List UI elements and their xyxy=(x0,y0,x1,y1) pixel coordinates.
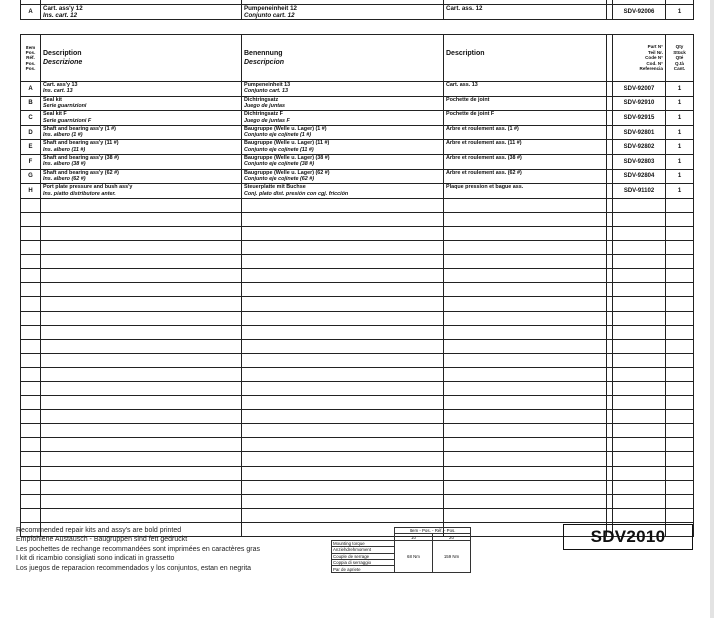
empty-cell xyxy=(41,424,242,438)
desc-fr: Arbre et roulement ass. (38 #) xyxy=(446,154,522,161)
empty-cell xyxy=(242,311,444,325)
empty-row xyxy=(21,283,694,297)
desc-es: Conjunto cart. 12 xyxy=(244,12,295,19)
empty-cell xyxy=(21,508,41,522)
empty-cell xyxy=(242,480,444,494)
note-de: Empfohlene Austausch - Baugruppen sind fett gedruckt xyxy=(16,536,188,544)
qty: 1 xyxy=(666,5,694,20)
empty-row xyxy=(21,353,694,367)
empty-cell xyxy=(613,297,666,311)
empty-cell xyxy=(242,226,444,240)
empty-cell xyxy=(242,508,444,522)
empty-cell xyxy=(666,508,694,522)
empty-cell xyxy=(41,311,242,325)
empty-cell xyxy=(444,480,607,494)
table-row xyxy=(21,125,694,140)
empty-cell xyxy=(21,269,41,283)
empty-row xyxy=(21,255,694,269)
desc-en: Shaft and bearing ass'y (1 #) xyxy=(43,125,116,132)
desc-en: Cart. ass'y 13 xyxy=(43,82,78,88)
part-code: SDV-92804 xyxy=(613,169,666,184)
empty-cell xyxy=(613,353,666,367)
empty-cell xyxy=(613,226,666,240)
empty-cell xyxy=(242,452,444,466)
table-row xyxy=(21,154,694,169)
empty-cell xyxy=(41,438,242,452)
empty-row xyxy=(21,452,694,466)
empty-cell xyxy=(242,367,444,381)
empty-cell xyxy=(41,325,242,339)
empty-cell xyxy=(613,438,666,452)
desc-de: Dichtringsatz xyxy=(244,96,279,103)
empty-cell xyxy=(666,325,694,339)
empty-cell xyxy=(444,283,607,297)
empty-cell xyxy=(666,381,694,395)
part-code: SDV-92007 xyxy=(613,82,666,97)
empty-cell xyxy=(444,381,607,395)
empty-cell xyxy=(21,255,41,269)
top-row xyxy=(21,5,694,20)
empty-cell xyxy=(613,410,666,424)
empty-row xyxy=(21,325,694,339)
part-code: SDV-92802 xyxy=(613,140,666,155)
desc-it: Ins. albero (38 #) xyxy=(43,161,86,168)
torque-label: Par de apriete xyxy=(332,566,395,572)
empty-cell xyxy=(41,241,242,255)
empty-row xyxy=(21,367,694,381)
header-item: Item Pos. Réf. Pos. Pos. xyxy=(21,35,41,82)
empty-cell xyxy=(21,241,41,255)
empty-cell xyxy=(21,212,41,226)
empty-cell xyxy=(242,212,444,226)
empty-cell xyxy=(444,325,607,339)
desc-fr: Cart. ass. 13 xyxy=(446,82,478,88)
desc-de: Baugruppe (Welle u. Lager) (11 #) xyxy=(244,140,330,147)
empty-cell xyxy=(242,396,444,410)
desc-it: Serie guarnizioni F xyxy=(43,117,92,124)
empty-cell xyxy=(444,198,607,212)
desc-fr: Arbre et roulement ass. (11 #) xyxy=(446,140,522,147)
desc-it: Ins. cart. 12 xyxy=(43,12,78,19)
desc-it: Ins. albero (62 #) xyxy=(43,175,86,182)
empty-cell xyxy=(613,255,666,269)
qty: 1 xyxy=(666,140,694,155)
empty-row xyxy=(21,480,694,494)
item-letter: G xyxy=(21,169,41,184)
empty-cell xyxy=(613,508,666,522)
part-code: SDV-92910 xyxy=(613,96,666,111)
empty-cell xyxy=(242,325,444,339)
part-code: SDV-92803 xyxy=(613,154,666,169)
empty-cell xyxy=(613,241,666,255)
empty-row xyxy=(21,339,694,353)
empty-cell xyxy=(41,452,242,466)
empty-cell xyxy=(444,396,607,410)
empty-cell xyxy=(41,396,242,410)
empty-cell xyxy=(666,367,694,381)
empty-cell xyxy=(666,226,694,240)
empty-cell xyxy=(613,381,666,395)
torque-label: Mounting torque xyxy=(332,540,395,546)
desc-en: Shaft and bearing ass'y (11 #) xyxy=(43,140,119,147)
empty-cell xyxy=(242,297,444,311)
empty-cell xyxy=(21,494,41,508)
empty-cell xyxy=(41,198,242,212)
empty-cell xyxy=(444,452,607,466)
desc-de: Baugruppe (Welle u. Lager) (38 #) xyxy=(244,154,330,161)
qty: 1 xyxy=(666,111,694,126)
empty-cell xyxy=(242,241,444,255)
part-code: SDV-92006 xyxy=(613,5,666,20)
empty-cell xyxy=(613,283,666,297)
header-description-fr: Description xyxy=(444,35,607,82)
empty-cell xyxy=(41,466,242,480)
empty-cell xyxy=(613,367,666,381)
empty-cell xyxy=(41,226,242,240)
empty-cell xyxy=(444,466,607,480)
item-letter: C xyxy=(21,111,41,126)
empty-cell xyxy=(666,311,694,325)
empty-cell xyxy=(21,466,41,480)
empty-cell xyxy=(21,410,41,424)
empty-cell xyxy=(242,283,444,297)
empty-row xyxy=(21,311,694,325)
empty-cell xyxy=(242,255,444,269)
note-it: I kit di ricambio consigliati sono indicati in grassetto xyxy=(16,555,175,563)
model-number: SDV2010 xyxy=(590,527,666,546)
qty: 1 xyxy=(666,169,694,184)
empty-cell xyxy=(666,339,694,353)
desc-en: Seal kit xyxy=(43,96,62,103)
empty-cell xyxy=(242,466,444,480)
empty-cell xyxy=(444,269,607,283)
item-letter: F xyxy=(21,154,41,169)
empty-cell xyxy=(444,438,607,452)
table-header xyxy=(21,35,694,82)
parts-table xyxy=(20,34,694,537)
empty-cell xyxy=(41,508,242,522)
desc-fr: Arbre et roulement ass. (1 #) xyxy=(446,125,519,132)
empty-cell xyxy=(21,283,41,297)
note-es: Los juegos de reparacion recommendados y los conjuntos, estan en negrita xyxy=(16,564,252,572)
empty-cell xyxy=(666,255,694,269)
empty-cell xyxy=(41,339,242,353)
empty-cell xyxy=(21,353,41,367)
torque-label: Anziehdrehmoment xyxy=(332,547,395,553)
desc-es: Juego de juntas xyxy=(244,103,286,109)
empty-cell xyxy=(41,410,242,424)
empty-cell xyxy=(21,480,41,494)
empty-cell xyxy=(21,297,41,311)
empty-cell xyxy=(41,255,242,269)
empty-cell xyxy=(41,480,242,494)
torque-label: Coppia di serraggio xyxy=(332,559,395,565)
torque-header: Item - Pos. - Réf. - Pos. xyxy=(395,528,471,534)
empty-cell xyxy=(21,311,41,325)
desc-en: Shaft and bearing ass'y (62 #) xyxy=(43,169,119,176)
empty-cell xyxy=(613,198,666,212)
desc-fr: Plaque pression et bague ass. xyxy=(446,184,524,191)
empty-cell xyxy=(613,396,666,410)
empty-cell xyxy=(666,198,694,212)
empty-row xyxy=(21,438,694,452)
empty-cell xyxy=(613,494,666,508)
previous-table-fragment xyxy=(20,0,694,20)
header-part-number: Part N° Teil Nr. Code N° Cod. N° Referencia xyxy=(613,35,666,82)
desc-es: Conjunto cart. 13 xyxy=(244,88,289,95)
empty-cell xyxy=(666,494,694,508)
desc-en: Cart. ass'y 12 xyxy=(43,5,83,12)
desc-de: Pumpeneinheit 12 xyxy=(244,5,297,12)
desc-fr: Arbre et roulement ass. (62 #) xyxy=(446,169,522,176)
desc-it: Ins. cart. 13 xyxy=(43,88,73,95)
empty-row xyxy=(21,269,694,283)
empty-cell xyxy=(21,396,41,410)
empty-cell xyxy=(666,466,694,480)
empty-row xyxy=(21,424,694,438)
desc-it: Ins. piatto distributore anter. xyxy=(43,190,116,197)
empty-cell xyxy=(444,311,607,325)
footer-notes xyxy=(16,526,260,573)
desc-de: Pumpeneinheit 13 xyxy=(244,82,291,88)
desc-de: Dichtringsatz F xyxy=(244,111,283,118)
empty-cell xyxy=(613,269,666,283)
header-description-en-it: Description Descrizione xyxy=(41,35,242,82)
torque-col-10: 10 xyxy=(395,534,433,540)
desc-it: Ins. albero (11 #) xyxy=(43,146,86,153)
empty-cell xyxy=(613,339,666,353)
empty-cell xyxy=(21,198,41,212)
empty-row xyxy=(21,212,694,226)
empty-cell xyxy=(41,269,242,283)
empty-cell xyxy=(613,212,666,226)
empty-cell xyxy=(21,438,41,452)
table-row xyxy=(21,96,694,111)
table-row xyxy=(21,169,694,184)
part-code: SDV-92801 xyxy=(613,125,666,140)
empty-row xyxy=(21,381,694,395)
item-letter: E xyxy=(21,140,41,155)
empty-cell xyxy=(666,269,694,283)
desc-en: Seal kit F xyxy=(43,111,67,118)
empty-cell xyxy=(666,353,694,367)
empty-cell xyxy=(444,255,607,269)
empty-cell xyxy=(21,381,41,395)
empty-cell xyxy=(21,452,41,466)
desc-es: Juego de juntas F xyxy=(244,117,290,124)
empty-cell xyxy=(242,424,444,438)
part-code: SDV-92915 xyxy=(613,111,666,126)
note-en: Recommended repair kits and assy's are bold printed xyxy=(16,527,182,534)
empty-cell xyxy=(444,226,607,240)
empty-cell xyxy=(41,212,242,226)
empty-row xyxy=(21,241,694,255)
empty-cell xyxy=(242,438,444,452)
empty-cell xyxy=(242,353,444,367)
qty: 1 xyxy=(666,184,694,199)
table-row xyxy=(21,111,694,126)
header-qty: Qty Stück Qté Q.tà Cant. xyxy=(666,35,694,82)
empty-cell xyxy=(242,269,444,283)
qty: 1 xyxy=(666,96,694,111)
empty-cell xyxy=(666,452,694,466)
qty: 1 xyxy=(666,154,694,169)
torque-col-20: 20 xyxy=(433,534,471,540)
page-edge xyxy=(710,0,714,618)
item-letter: H xyxy=(21,184,41,199)
desc-es: Conjunto eje cojinete (11 #) xyxy=(244,146,314,153)
desc-it: Ins. albero (1 #) xyxy=(43,132,83,139)
empty-cell xyxy=(21,424,41,438)
desc-de: Baugruppe (Welle u. Lager) (62 #) xyxy=(244,169,330,176)
torque-table xyxy=(331,527,471,573)
empty-cell xyxy=(666,297,694,311)
item-letter: A xyxy=(21,82,41,97)
empty-cell xyxy=(666,396,694,410)
note-fr: Les pochettes de rechange recommandées sont imprimées en caractères gras xyxy=(16,545,260,553)
empty-cell xyxy=(666,410,694,424)
desc-it: Serie guarnizioni xyxy=(43,103,87,109)
empty-cell xyxy=(21,367,41,381)
empty-cell xyxy=(242,410,444,424)
desc-fr: Cart. ass. 12 xyxy=(444,5,607,20)
empty-row xyxy=(21,297,694,311)
empty-row xyxy=(21,396,694,410)
empty-row xyxy=(21,410,694,424)
empty-cell xyxy=(21,339,41,353)
table-row xyxy=(21,184,694,199)
empty-cell xyxy=(666,212,694,226)
empty-cell xyxy=(666,424,694,438)
empty-cell xyxy=(242,198,444,212)
header-description-de-es: Benennung Descripcion xyxy=(242,35,444,82)
empty-cell xyxy=(242,494,444,508)
empty-cell xyxy=(21,226,41,240)
desc-es: Conjunto eje cojinete (38 #) xyxy=(244,161,315,168)
empty-cell xyxy=(444,212,607,226)
empty-cell xyxy=(444,241,607,255)
torque-value-20: 159 Nm xyxy=(433,540,471,572)
empty-cell xyxy=(41,297,242,311)
empty-cell xyxy=(613,311,666,325)
empty-cell xyxy=(41,367,242,381)
empty-cell xyxy=(242,339,444,353)
desc-en: Shaft and bearing ass'y (38 #) xyxy=(43,154,119,161)
empty-cell xyxy=(666,438,694,452)
empty-cell xyxy=(41,353,242,367)
empty-row xyxy=(21,494,694,508)
empty-cell xyxy=(666,241,694,255)
empty-cell xyxy=(666,480,694,494)
empty-cell xyxy=(613,325,666,339)
empty-cell xyxy=(41,494,242,508)
torque-label: Couple de serrage xyxy=(332,553,395,559)
desc-de: Baugruppe (Welle u. Lager) (1 #) xyxy=(244,125,327,132)
desc-es: Conj. plato dist. presión con cgj. fricción xyxy=(244,190,349,197)
part-code: SDV-91102 xyxy=(613,184,666,199)
empty-cell xyxy=(444,353,607,367)
table-row xyxy=(21,82,694,97)
empty-cell xyxy=(242,381,444,395)
item-letter: D xyxy=(21,125,41,140)
empty-row xyxy=(21,508,694,522)
torque-value-10: 68 Nm xyxy=(395,540,433,572)
desc-de: Steuerplatte mit Buchse xyxy=(244,184,306,191)
desc-es: Conjunto eje cojinete (1 #) xyxy=(244,132,312,139)
desc-es: Conjunto eje cojinete (62 #) xyxy=(244,175,315,182)
empty-cell xyxy=(444,297,607,311)
empty-cell xyxy=(444,410,607,424)
empty-cell xyxy=(444,367,607,381)
empty-cell xyxy=(613,452,666,466)
desc-fr: Pochette de joint xyxy=(446,96,490,103)
empty-cell xyxy=(41,381,242,395)
qty: 1 xyxy=(666,82,694,97)
desc-en: Port plate pressure and bush ass'y xyxy=(43,184,133,191)
empty-row xyxy=(21,198,694,212)
item-letter: A xyxy=(21,5,41,20)
desc-fr: Pochette de joint F xyxy=(446,111,495,118)
empty-row xyxy=(21,466,694,480)
empty-cell xyxy=(444,508,607,522)
empty-row xyxy=(21,226,694,240)
table-row xyxy=(21,140,694,155)
empty-cell xyxy=(613,480,666,494)
empty-cell xyxy=(41,283,242,297)
model-number-box xyxy=(563,524,693,550)
empty-cell xyxy=(444,339,607,353)
empty-cell xyxy=(666,283,694,297)
empty-cell xyxy=(613,466,666,480)
empty-cell xyxy=(21,325,41,339)
empty-cell xyxy=(613,424,666,438)
qty: 1 xyxy=(666,125,694,140)
empty-cell xyxy=(444,494,607,508)
item-letter: B xyxy=(21,96,41,111)
empty-cell xyxy=(444,424,607,438)
